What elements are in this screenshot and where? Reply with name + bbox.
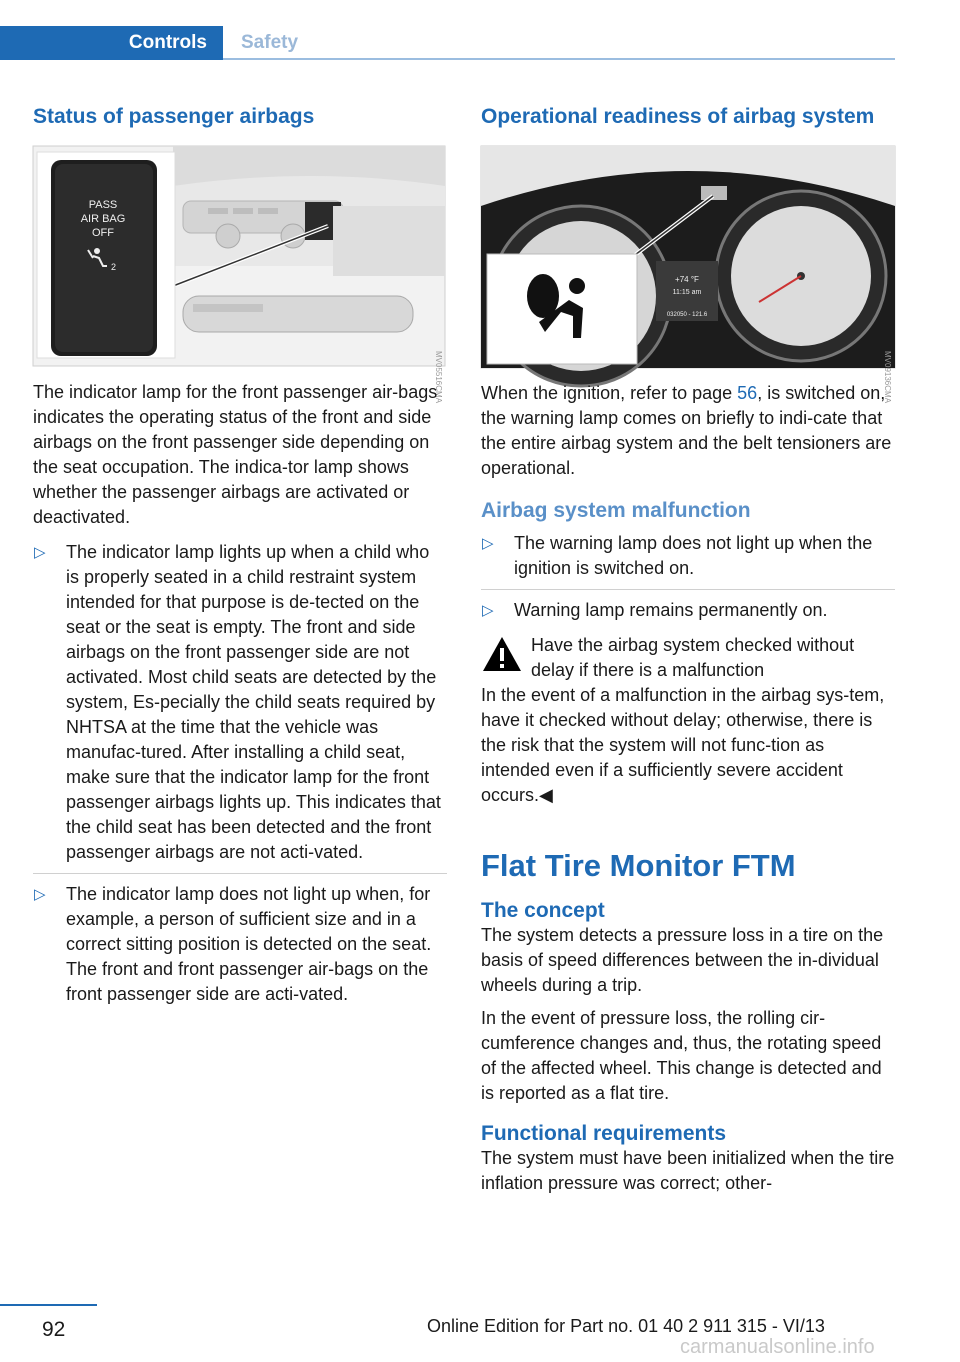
icon-subscript: 2 <box>111 262 117 272</box>
bullet-lamp-lights-up: ▷ The indicator lamp lights up when a child who is properly seated in a child restraint system intended for that purpose is de-tected on the seat or the seat is empty. The front and side airbags on the front passenger side are not activated. Most child seats are detected by the system, Es-pecially the child seats required by NHTSA at the time that the vehicle was manufac-tured. After installing a child seat, make sure that the indicator lamp for the front passenger airbags lights up. This indicates that the child seat has been detected and the front passenger airbags are not acti-vated. <box>34 542 441 862</box>
edition-text: Online Edition for Part no. 01 40 2 911 315 - VI/13 <box>427 1316 825 1336</box>
heading-concept: The concept <box>481 899 605 922</box>
page-link[interactable]: 56 <box>737 383 758 403</box>
concept-paragraph-1: The system detects a pressure loss in a tire on the basis of speed differences between the in-dividual wheels during a trip. <box>481 925 884 995</box>
bullet-triangle-icon: ▷ <box>34 886 46 903</box>
bullet-triangle-icon: ▷ <box>482 535 494 552</box>
watermark: carmanualsonline.info <box>680 1336 875 1358</box>
time-readout: 11:15 am <box>672 289 702 296</box>
label-off: OFF <box>92 227 114 239</box>
malfunction-paragraph: In the event of a malfunction in the airbag sys-tem, have it checked without delay; otherwise, there is the risk that the system will not func-tion as intended even if a sufficiently severe accident occurs.◀ <box>481 685 885 805</box>
divider <box>481 589 895 590</box>
temp-readout: +74 °F <box>675 275 699 284</box>
right-column <box>481 104 895 1196</box>
warning-text: Have the airbag system checked without delay if there is a malfunction <box>531 635 855 680</box>
heading-flat-tire-monitor: Flat Tire Monitor FTM <box>481 848 796 883</box>
heading-functional-requirements: Functional requirements <box>481 1122 727 1145</box>
bullet-lamp-not-lit: ▷ The indicator lamp does not light up when, for example, a person of sufficient size and in a correct sitting position is detected on the seat. The front and front passenger air-bags on the front passenger side are acti-vated. <box>34 884 432 1004</box>
label-pass: PASS <box>88 199 118 211</box>
tab-safety[interactable]: Safety <box>241 32 299 53</box>
header-tabs <box>0 26 895 60</box>
passenger-airbag-indicator-figure <box>33 146 445 404</box>
tab-underline <box>223 58 895 60</box>
left-column <box>33 104 447 1007</box>
concept-paragraph-2: In the event of pressure loss, the rolling cir-cumference changes and, thus, the rotating speed of the affected wheel. This change is detected and is reported as a flat tire. <box>481 1008 882 1103</box>
ignition-paragraph: When the ignition, refer to page 56, is switched on, the warning lamp comes on briefly to indi-cate that the entire airbag system and the belt tensioners are operational. <box>481 383 892 478</box>
functional-paragraph: The system must have been initialized when the tire inflation pressure was correct; other- <box>481 1148 895 1193</box>
odometer-readout: 032050 - 121.6 <box>666 312 708 318</box>
bullet-triangle-icon: ▷ <box>482 602 494 619</box>
tab-controls[interactable]: Controls <box>0 26 223 60</box>
figure-code: MV05516CMA <box>434 351 443 404</box>
warning-note <box>481 633 895 683</box>
heading-operational-readiness: Operational readiness of airbag system <box>481 105 875 128</box>
footer-line <box>0 1304 97 1306</box>
bullet-lamp-not-light: ▷ The warning lamp does not light up when the ignition is switched on. <box>482 533 873 578</box>
intro-paragraph: The indicator lamp for the front passenger air-bags indicates the operating status of the front and side airbags on the front passenger side depending on the seat occupation. The indica-tor lamp shows whether the passenger airbags are activated or deactivated. <box>33 382 438 527</box>
label-airbag: AIR BAG <box>80 213 126 225</box>
warning-triangle-icon <box>481 635 523 673</box>
figure-code: MV09136CMA <box>883 351 892 404</box>
divider <box>33 873 447 874</box>
page-number: 92 <box>42 1318 66 1341</box>
bullet-lamp-permanent: ▷ Warning lamp remains permanently on. <box>481 598 895 623</box>
bullet-triangle-icon: ▷ <box>34 544 46 561</box>
heading-status-passenger-airbags: Status of passenger airbags <box>33 105 315 128</box>
heading-airbag-malfunction: Airbag system malfunction <box>481 499 751 522</box>
